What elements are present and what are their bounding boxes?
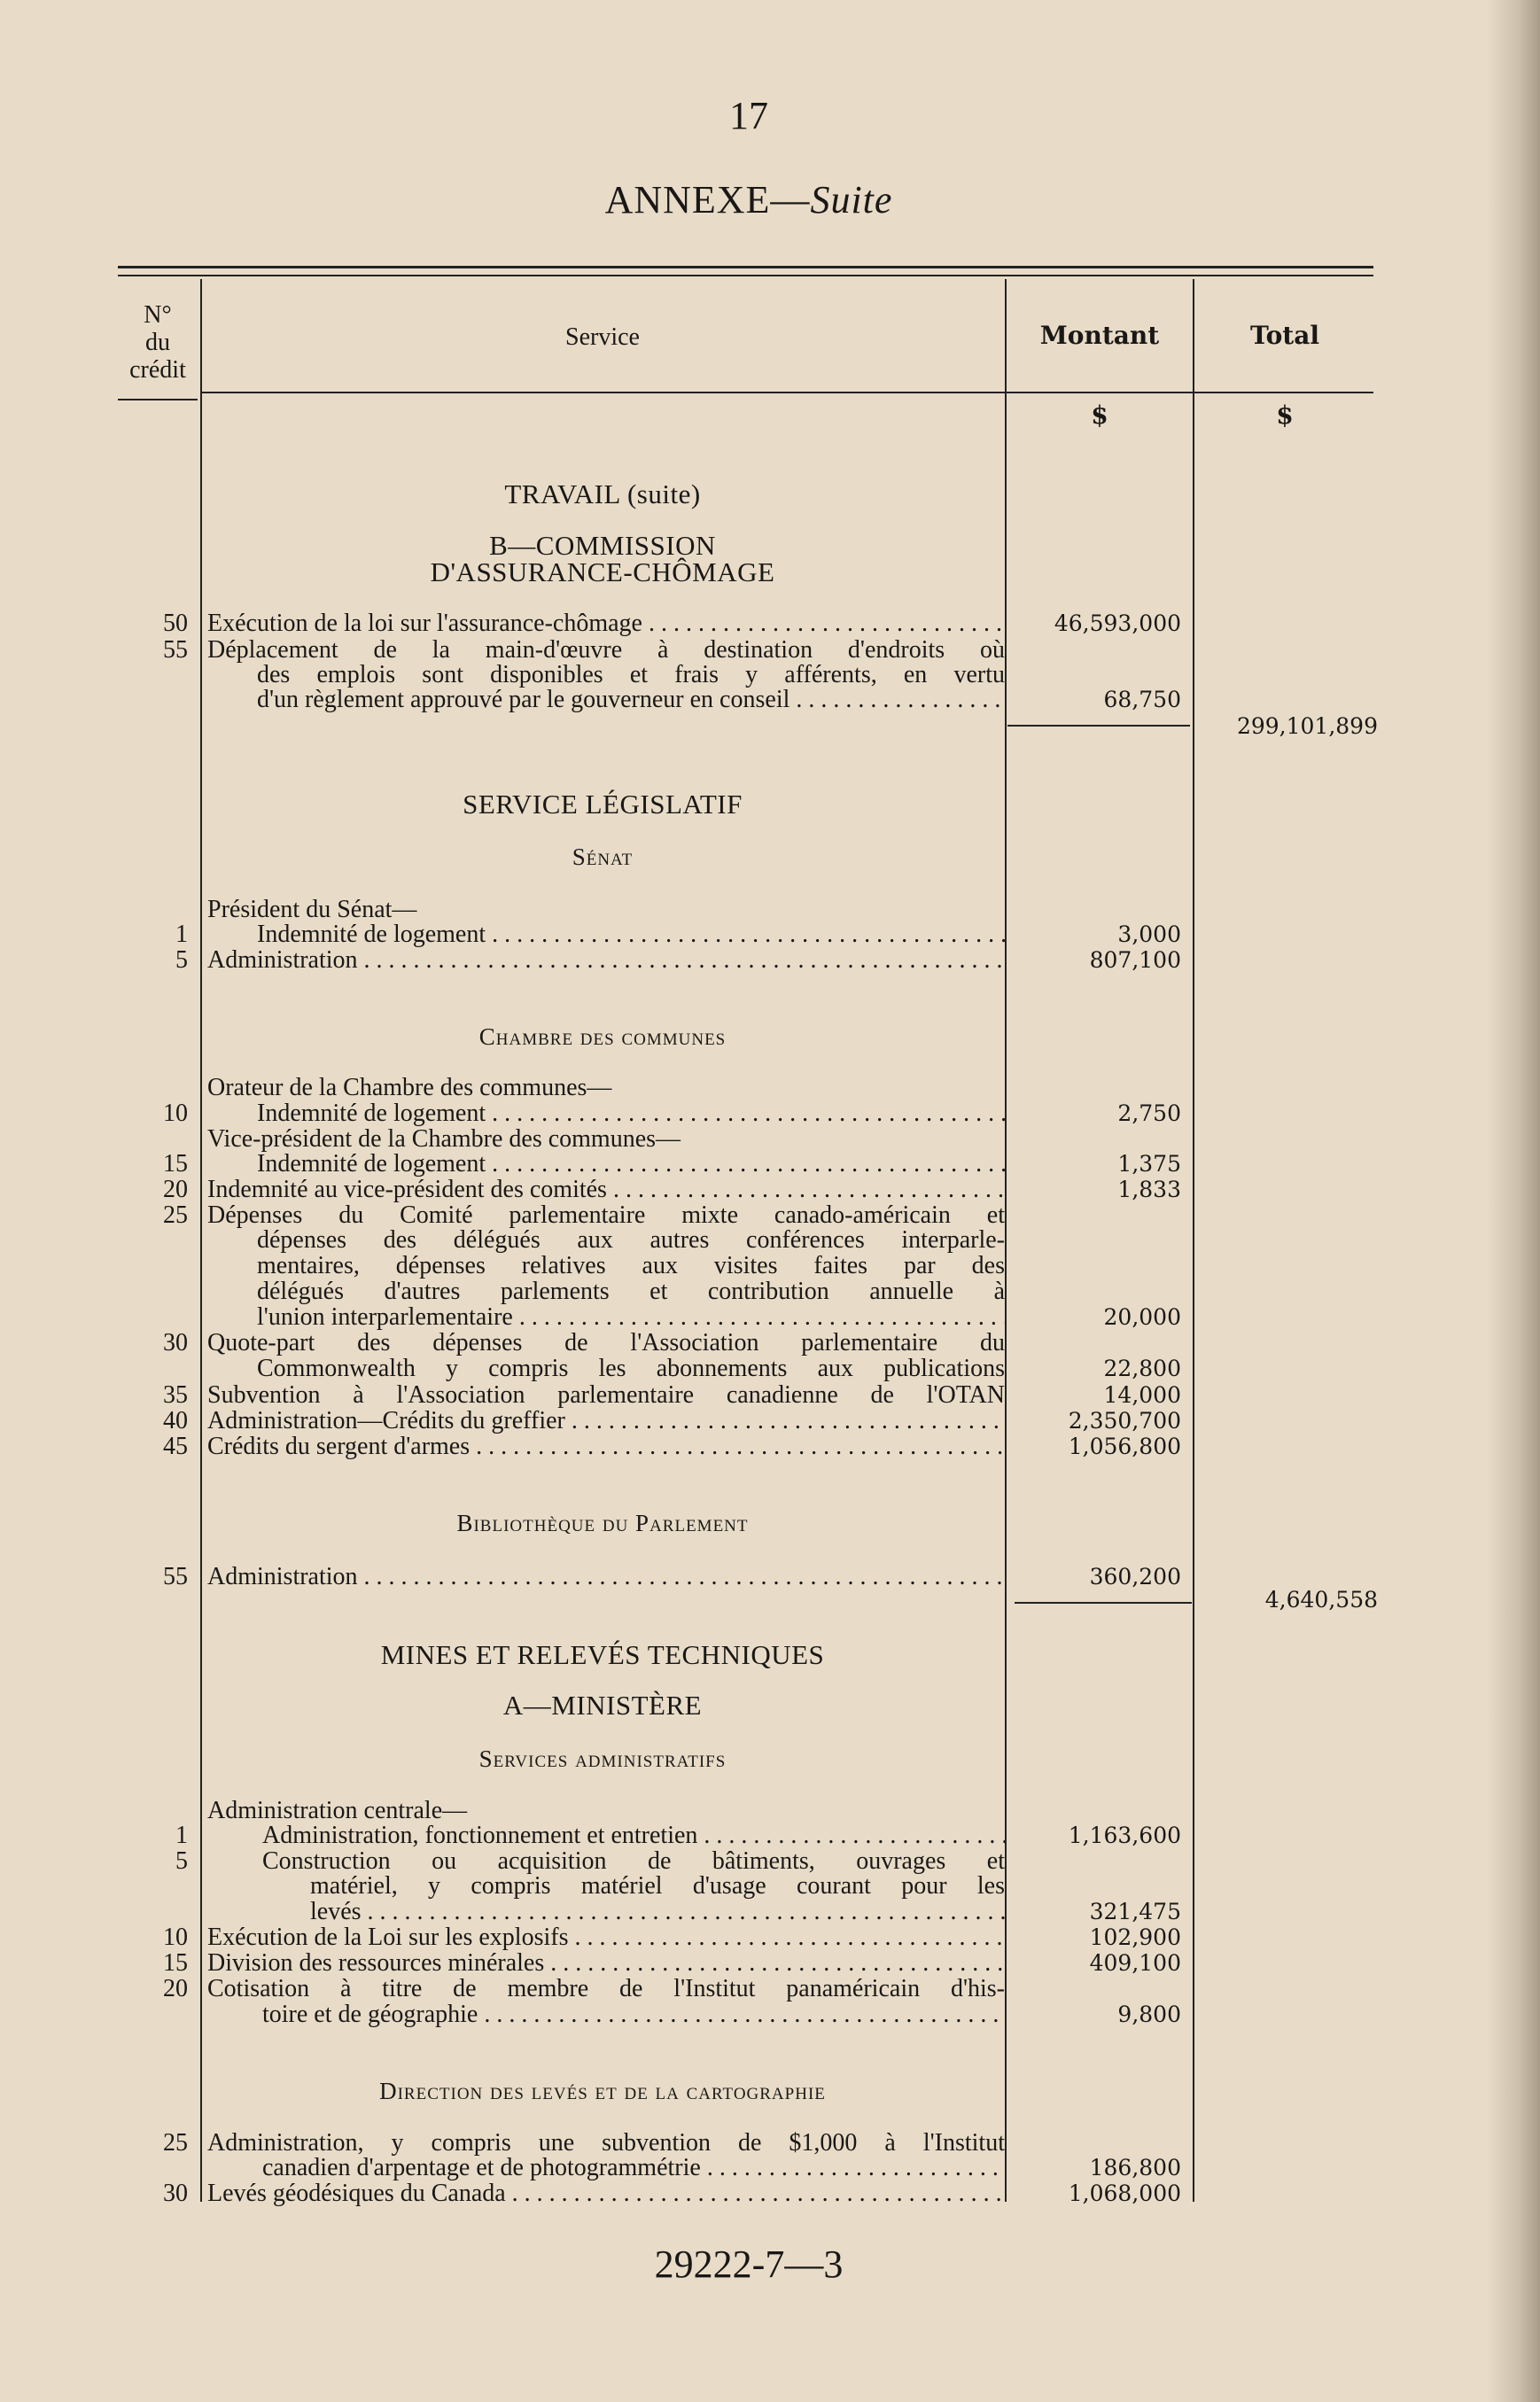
credit-number: 35: [163, 1381, 188, 1409]
row-label: Quote-part des dépenses de l'Association parlementaire du: [207, 1330, 1005, 1356]
section-heading-legislatif: SERVICE LÉGISLATIF: [463, 789, 743, 820]
row-label: Indemnité de logement . . .: [257, 1100, 1005, 1127]
table-row-cont: [0, 1873, 1540, 1900]
header-credit-line3: crédit: [129, 356, 186, 384]
table-row: [0, 1408, 1540, 1434]
row-label: Crédits du sergent d'armes . . .: [207, 1434, 1005, 1460]
table-row: [0, 1434, 1540, 1460]
table-row: [0, 921, 1540, 948]
unit-total: $: [1276, 400, 1294, 430]
table-row: [0, 1151, 1540, 1178]
table-row-cont: [0, 1253, 1540, 1279]
credit-number: 25: [163, 2129, 188, 2157]
credit-number: 55: [163, 1563, 188, 1590]
subheading-leves: Direction des levés et de la cartographie: [379, 2078, 826, 2104]
subheading-commission: B—COMMISSION: [489, 530, 716, 561]
row-label: Vice-président de la Chambre des communes—: [207, 1126, 681, 1153]
row-amount: 1,833: [1117, 1177, 1181, 1202]
row-label: Subvention à l'Association parlementaire canadienne de l'OTAN: [207, 1382, 1005, 1409]
credit-number: 5: [175, 1847, 188, 1875]
table-row: [0, 1100, 1540, 1127]
title-suite: Suite: [810, 178, 893, 222]
row-label: dépenses des délégués aux autres conférences interparle-: [257, 1227, 1005, 1254]
table-row: [0, 947, 1540, 974]
row-amount: 102,900: [1089, 1924, 1181, 1950]
credit-number: 40: [163, 1407, 188, 1434]
row-label: l'union interparlementaire . . .: [257, 1304, 1005, 1331]
credit-number: 10: [163, 1924, 188, 1951]
row-amount: 1,375: [1117, 1151, 1181, 1177]
table-row-cont: [0, 687, 1540, 713]
header-credit-line2: du: [145, 329, 170, 356]
subheading-communes: Chambre des communes: [478, 1023, 727, 1050]
row-label: d'un règlement approuvé par le gouverneur en conseil . . .: [257, 687, 1005, 713]
row-amount: 1,163,600: [1068, 1823, 1181, 1848]
credit-number: 15: [163, 1949, 188, 1977]
row-label: Administration—Crédits du greffier . . .: [207, 1408, 1005, 1434]
row-label: Indemnité de logement . . .: [257, 1151, 1005, 1178]
table-row: [0, 1924, 1540, 1951]
table-row: [0, 1976, 1540, 2002]
credit-number: 10: [163, 1100, 188, 1127]
credit-number: 30: [163, 1329, 188, 1356]
section-heading-travail: TRAVAIL (suite): [504, 478, 701, 509]
header-credit-line1: N°: [144, 301, 172, 329]
table-row: [0, 2130, 1540, 2157]
row-amount: 2,750: [1117, 1100, 1181, 1126]
table-row: [0, 1202, 1540, 1229]
table-row-cont: [0, 1227, 1540, 1254]
row-label: toire et de géographie . . .: [262, 2002, 1005, 2028]
row-label: matériel, y compris matériel d'usage courant pour les: [310, 1873, 1005, 1900]
header-rule-credit: [118, 399, 198, 400]
row-amount: 1,056,800: [1068, 1434, 1181, 1459]
row-amount: 68,750: [1103, 687, 1181, 712]
subheading-ministere: A—MINISTÈRE: [502, 1690, 703, 1721]
row-label: Construction ou acquisition de bâtiments, ouvrages et: [262, 1848, 1005, 1875]
row-label: Cotisation à titre de membre de l'Institut panaméricain d'his-: [207, 1976, 1005, 2002]
row-label: Administration . . .: [207, 947, 1005, 974]
credit-number: 25: [163, 1201, 188, 1229]
table-row-cont: [0, 1356, 1540, 1382]
row-label: Exécution de la Loi sur les explosifs . . .: [207, 1924, 1005, 1951]
title-main: ANNEXE—: [604, 178, 811, 222]
section-total: 299,101,899: [1236, 713, 1378, 739]
row-label: Dépenses du Comité parlementaire mixte canado-américain et: [207, 1202, 1005, 1229]
row-amount: 807,100: [1089, 947, 1181, 973]
table-row-cont: [0, 2155, 1540, 2181]
row-label: délégués d'autres parlements et contribution annuelle à: [257, 1279, 1005, 1305]
row-label: des emplois sont disponibles et frais y afférents, en vertu: [257, 662, 1005, 688]
subheading-senat: Sénat: [572, 843, 634, 870]
row-amount: 2,350,700: [1068, 1408, 1181, 1434]
table-row: [0, 1950, 1540, 1977]
row-label: canadien d'arpentage et de photogrammétrie . . .: [262, 2155, 1005, 2181]
row-label: levés . . .: [310, 1899, 1005, 1925]
row-amount: 1,068,000: [1068, 2180, 1181, 2206]
row-label: Indemnité de logement . . .: [257, 921, 1005, 948]
header-service: Service: [565, 323, 640, 351]
row-label: Administration, y compris une subvention de $1,000 à l'Institut: [207, 2130, 1005, 2157]
top-rule: [118, 266, 1373, 268]
table-row-cont: [0, 1279, 1540, 1305]
row-amount: 14,000: [1103, 1382, 1181, 1408]
subheading-bibliotheque: Bibliothèque du Parlement: [456, 1510, 749, 1536]
row-label: Administration centrale—: [207, 1798, 468, 1824]
section-total-row: [0, 713, 1540, 740]
table-row-cont: [0, 2002, 1540, 2028]
table-row: [0, 1126, 1540, 1153]
row-amount: 9,800: [1117, 2002, 1181, 2027]
row-label: Division des ressources minérales . . .: [207, 1950, 1005, 1977]
table-row: [0, 2180, 1540, 2207]
table-row: [0, 1177, 1540, 1203]
header-credit: [118, 301, 198, 384]
credit-number: 30: [163, 2180, 188, 2207]
row-amount: 360,200: [1089, 1564, 1181, 1590]
table-row: [0, 1848, 1540, 1875]
row-label: mentaires, dépenses relatives aux visites faites par des: [257, 1253, 1005, 1279]
footer-code: 29222-7—3: [654, 2243, 844, 2286]
row-amount: 3,000: [1117, 921, 1181, 947]
credit-number: 20: [163, 1975, 188, 2002]
table-row: [0, 1823, 1540, 1849]
row-label: Levés géodésiques du Canada . . .: [207, 2180, 1005, 2207]
credit-number: 50: [163, 610, 188, 637]
row-label: Indemnité au vice-président des comités . . .: [207, 1177, 1005, 1203]
header-rule: [202, 392, 1373, 393]
table-row-cont: [0, 662, 1540, 688]
row-label: Administration, fonctionnement et entretien . . .: [262, 1823, 1005, 1849]
page-number: 17: [729, 94, 768, 137]
table-row: [0, 610, 1540, 637]
row-label: Déplacement de la main-d'œuvre à destination d'endroits où: [207, 637, 1005, 664]
row-amount: 409,100: [1089, 1950, 1181, 1976]
table-row-cont: [0, 1899, 1540, 1925]
row-amount: 186,800: [1089, 2155, 1181, 2180]
row-amount: 321,475: [1089, 1899, 1181, 1924]
row-label: Commonwealth y compris les abonnements aux publications: [257, 1356, 1005, 1382]
subheading-services-admin: Services administratifs: [478, 1745, 727, 1772]
credit-number: 1: [175, 921, 188, 948]
table-row-cont: [0, 1304, 1540, 1331]
header-montant: Montant: [1039, 321, 1160, 350]
page-title: [0, 177, 1497, 222]
subheading-assurance: D'ASSURANCE-CHÔMAGE: [430, 556, 775, 587]
table-row: [0, 1382, 1540, 1409]
row-amount: 46,593,000: [1054, 610, 1181, 636]
credit-number: 15: [163, 1150, 188, 1178]
row-label: Président du Sénat—: [207, 897, 417, 923]
row-amount: 22,800: [1103, 1356, 1181, 1381]
section-total-row: [0, 1587, 1540, 1613]
row-label: Exécution de la loi sur l'assurance-chômage . . .: [207, 610, 1005, 637]
credit-number: 55: [163, 636, 188, 664]
table-row: [0, 1798, 1540, 1824]
row-label: Administration . . .: [207, 1564, 1005, 1590]
table-row: [0, 1075, 1540, 1101]
top-rule-thin: [118, 275, 1373, 276]
header-total: Total: [1249, 321, 1319, 350]
credit-number: 5: [175, 946, 188, 974]
row-label: Orateur de la Chambre des communes—: [207, 1075, 612, 1101]
unit-montant: $: [1091, 400, 1108, 430]
section-total: 4,640,558: [1264, 1587, 1378, 1613]
table-row: [0, 897, 1540, 923]
credit-number: 45: [163, 1433, 188, 1460]
table-row: [0, 1330, 1540, 1356]
table-row: [0, 637, 1540, 664]
credit-number: 1: [175, 1822, 188, 1849]
credit-number: 20: [163, 1176, 188, 1203]
row-amount: 20,000: [1103, 1304, 1181, 1330]
section-heading-mines: MINES ET RELEVÉS TECHNIQUES: [380, 1639, 825, 1670]
